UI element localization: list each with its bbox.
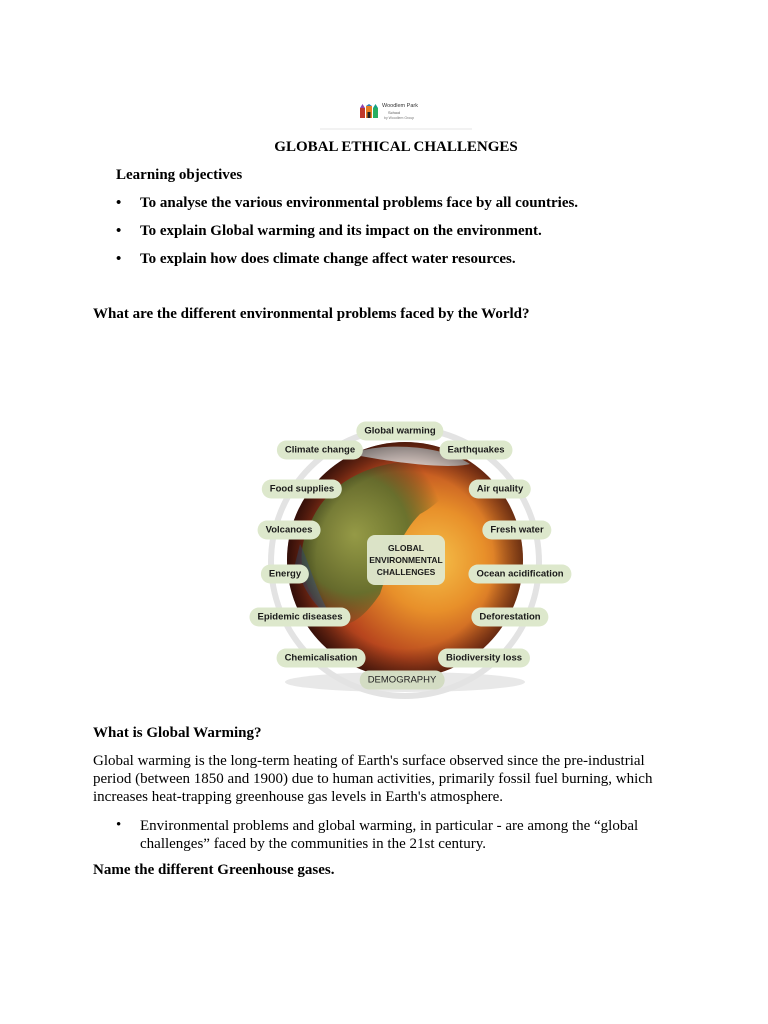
question-environmental-problems: What are the different environmental problems faced by the World? [93, 306, 530, 322]
objective-text: To explain Global warming and its impact on the environment. [140, 223, 542, 239]
global-challenges-diagram [240, 414, 570, 700]
center-label [357, 542, 455, 578]
center-label-line: CHALLENGES [376, 567, 436, 577]
label-epidemic-diseases: Epidemic diseases [249, 608, 350, 627]
label-deforestation: Deforestation [471, 608, 548, 627]
label-air-quality: Air quality [469, 480, 531, 499]
label-earthquakes: Earthquakes [439, 441, 512, 460]
objective-item [116, 195, 578, 212]
logo-house-icon [360, 104, 378, 118]
center-label-line: ENVIRONMENTAL [369, 555, 443, 565]
label-demography: DEMOGRAPHY [360, 671, 445, 690]
label-volcanoes: Volcanoes [258, 521, 321, 540]
objective-item [116, 251, 516, 268]
question-global-warming: What is Global Warming? [93, 725, 262, 741]
school-logo [320, 88, 472, 130]
bullet-marker: • [116, 251, 122, 267]
label-ocean-acidification: Ocean acidification [468, 565, 571, 584]
center-label-line: GLOBAL [388, 543, 424, 553]
label-global-warming: Global warming [356, 422, 443, 441]
label-food-supplies: Food supplies [262, 480, 342, 499]
global-warming-definition: Global warming is the long-term heating of Earth's surface observed since the pre-industrial period (between 1850 and 1900) due to human activities, primarily fossil fuel burning, which increases heat-trapping greenhouse gas levels in Earth's atmosphere. [93, 753, 653, 805]
label-climate-change: Climate change [277, 441, 363, 460]
label-chemicalisation: Chemicalisation [277, 649, 366, 668]
label-energy: Energy [261, 565, 309, 584]
objective-text: To explain how does climate change affect water resources. [140, 251, 516, 267]
bullet-marker: • [116, 223, 122, 239]
label-fresh-water: Fresh water [482, 521, 551, 540]
question-greenhouse-gases: Name the different Greenhouse gases. [93, 862, 335, 878]
objective-text: To analyse the various environmental problems face by all countries. [140, 195, 579, 211]
bullet-marker: • [116, 817, 122, 833]
objective-item [116, 223, 542, 240]
page-title: GLOBAL ETHICAL CHALLENGES [274, 139, 518, 155]
learning-objectives-heading: Learning objectives [116, 167, 243, 183]
label-biodiversity-loss: Biodiversity loss [438, 649, 530, 668]
global-challenges-point: Environmental problems and global warming, in particular - are among the “global challenges” faced by the communities in the 21st century. [140, 818, 639, 852]
logo-name: Woodlem Park [382, 103, 418, 109]
bullet-marker: • [116, 195, 122, 211]
logo-subtitle: School [388, 110, 401, 115]
logo-tagline: by Woodlem Group [384, 116, 415, 120]
